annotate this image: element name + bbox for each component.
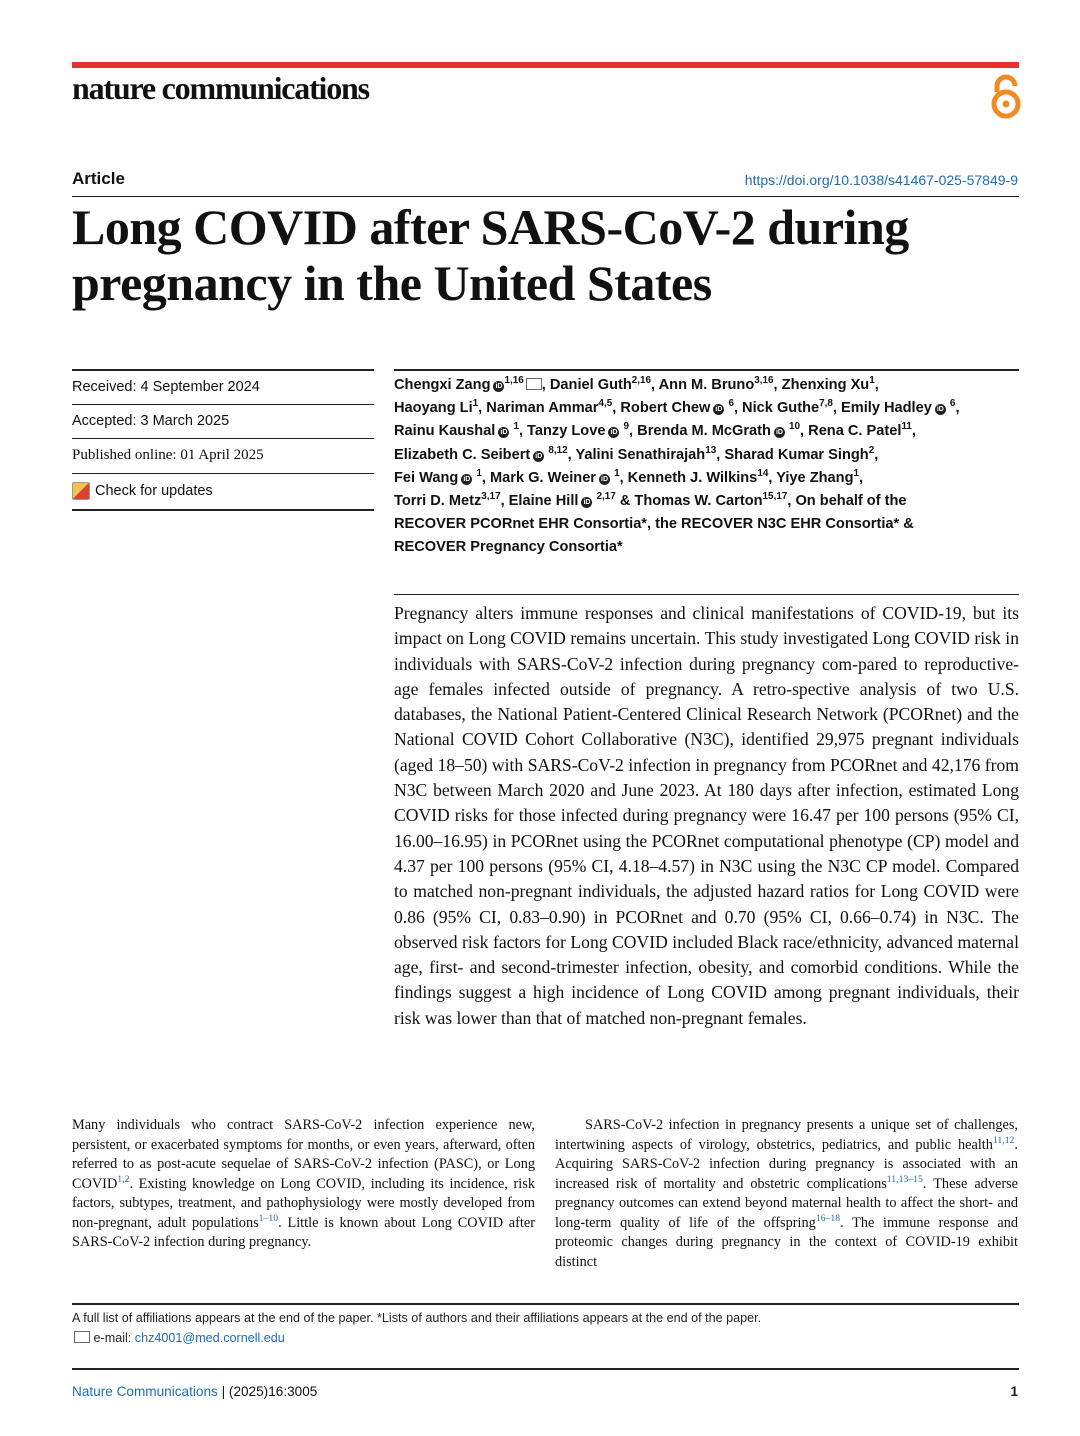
authors-divider — [394, 369, 1019, 371]
author-list: Chengxi Zang iD$^{1,16}$ , Daniel Guth$^{2,16}$, Ann M. Bruno$^{3,16}$, Zhenxing Xu$^1$, Haoyang Li$^1$, Nariman Ammar$^{4,5}$, Robert Chew iD $^6$, Nick Guthe$^{7,8}$, Emily Hadley iD $^6$, Rainu Kaushal iD $^1$, Tanzy Love iD $^9$, Brenda M. McGrath iD $^{10}$, Rena C. Patel$^{11}$, Elizabeth C. Seibert iD $^{8,12}$, Yalini Senathirajah$^{13}$, Sharad Kumar Singh$^2$, Fei Wang iD $^1$, Mark G. Weiner iD $^1$, Kenneth J. Wilkins$^{14}$, Yiye Zhang$^1$, Torri D. Metz$^{3,17}$, Elaine Hill iD $^{2,17}$ & Thomas W. Carton$^{15,17}$, On behalf of the RECOVER PCORnet EHR Consortia*, the RECOVER N3C EHR Consortia* & RECOVER Pregnancy Consortia* — [394, 375, 960, 556]
page-number: 1 — [1010, 1384, 1018, 1399]
corresponding-email — [72, 1331, 285, 1345]
body-text: . Little is known about Long COVID after SARS-CoV-2 infection during pregnancy. — [72, 1214, 535, 1250]
title-line-2: pregnancy in the United States — [72, 255, 712, 311]
orcid-icon[interactable]: iD — [463, 475, 471, 483]
footer-journal-link[interactable]: Nature Communications — [72, 1384, 218, 1399]
orcid-icon[interactable]: iD — [936, 406, 944, 414]
received-date: Received: 4 September 2024 — [72, 371, 374, 405]
orcid-icon[interactable]: iD — [535, 452, 543, 460]
page-footer — [72, 1384, 317, 1399]
published-date: Published online: 01 April 2025 — [72, 439, 374, 474]
article-title — [72, 199, 972, 311]
body-text: . These adverse pregnancy outcomes can extend beyond maternal health to affect the short- and long-term quality of life of the offspring — [555, 1175, 1018, 1231]
email-icon[interactable] — [526, 378, 542, 390]
title-line-1: Long COVID after SARS-CoV-2 during — [72, 199, 909, 255]
orcid-icon[interactable]: iD — [610, 429, 618, 437]
header-divider — [72, 196, 1019, 197]
orcid-icon[interactable]: iD — [715, 406, 723, 414]
orcid-icon[interactable]: iD — [500, 429, 508, 437]
orcid-icon[interactable]: iD — [583, 499, 591, 507]
body-text: SARS-CoV-2 infection in pregnancy presents a unique set of challenges, intertwining aspects of virology, obstetrics, pediatrics, and public health — [555, 1117, 1018, 1153]
orcid-icon[interactable]: iD — [495, 383, 503, 390]
body-text: . The immune response and proteomic changes during pregnancy in the context of COVID-19 exhibit distinct — [555, 1214, 1018, 1270]
check-for-updates-label: Check for updates — [95, 483, 213, 499]
journal-name: nature communications — [72, 70, 369, 106]
abstract-divider — [394, 594, 1019, 595]
reference-link[interactable]: 1,2 — [117, 1173, 130, 1185]
body-column-right — [555, 1116, 1018, 1272]
orcid-icon[interactable]: iD — [775, 429, 783, 437]
check-for-updates-button[interactable] — [72, 474, 374, 511]
body-text: Many individuals who contract SARS-CoV-2 infection experience new, persistent, or exacerbated symptoms for months, or even years, afterward, often referred to as post-acute sequelae of SARS-CoV-2 infection (PASC), or Long COVID — [72, 1117, 535, 1192]
orcid-icon[interactable]: iD — [601, 475, 608, 483]
footnote-divider — [72, 1303, 1019, 1305]
reference-link[interactable]: 16–18 — [815, 1212, 841, 1224]
email-label: e-mail: — [93, 1331, 135, 1345]
page-footer-divider — [72, 1368, 1019, 1370]
reference-link[interactable]: 1–10 — [258, 1212, 279, 1224]
reference-link[interactable]: 11,12 — [992, 1134, 1015, 1146]
header-red-bar — [72, 62, 1019, 68]
article-dates — [72, 369, 374, 511]
doi-link[interactable]: https://doi.org/10.1038/s41467-025-57849-9 — [744, 172, 1018, 188]
check-updates-icon — [72, 482, 90, 500]
email-link[interactable]: chz4001@med.cornell.edu — [134, 1331, 285, 1345]
article-type: Article — [72, 169, 125, 188]
email-icon — [74, 1331, 90, 1343]
abstract: Pregnancy alters immune responses and clinical manifestations of COVID-19, but its impact on Long COVID remains uncertain. This study investigated Long COVID risk in individuals with SARS-CoV-2 infection during pregnancy com-pared to reproductive-age females infected outside of pregnancy. A retro-spective analysis of two U.S. databases, the National Patient-Centered Clinical Research Network (PCORnet) and the National COVID Cohort Collaborative (N3C), identified 29,975 pregnant individuals (aged 18–50) with SARS-CoV-2 infection in pregnancy from PCORnet and 42,176 from N3C between March 2020 and June 2023. At 180 days after infection, estimated Long COVID risks for those infected during pregnancy were 16.47 per 100 persons (95% CI, 16.00–16.95) in PCORnet using the PCORnet computational phenotype (CP) model and 4.37 per 100 persons (95% CI, 4.18–4.57) in N3C using the N3C CP model. Compared to matched non-pregnant individuals, the adjusted hazard ratios for Long COVID were 0.86 (95% CI, 0.83–0.90) in PCORnet and 0.70 (95% CI, 0.66–0.74) in N3C. The observed risk factors for Long COVID included Black race/ethnicity, advanced maternal age, first- and second-trimester infection, obesity, and comorbid conditions. While the findings suggest a high incidence of Long COVID among pregnant individuals, their risk was lower than that of matched non-pregnant females. — [394, 603, 1019, 1028]
accepted-date: Accepted: 3 March 2025 — [72, 405, 374, 439]
footer-citation: | (2025)16:3005 — [217, 1384, 318, 1399]
body-column-left — [72, 1116, 535, 1253]
affiliations-note: A full list of affiliations appears at the end of the paper. *Lists of authors and their affiliations appears at the end of the paper. — [72, 1311, 762, 1325]
reference-link[interactable]: 11,13–15 — [886, 1173, 923, 1185]
body-text: . Acquiring SARS-CoV-2 infection during pregnancy is associated with an increased risk of mortality and obstetric complications — [555, 1136, 1018, 1192]
open-access-icon — [986, 74, 1026, 120]
body-text: . Existing knowledge on Long COVID, including its incidence, risk factors, subtypes, treatment, and pathophysiology were mostly developed from non-pregnant, adult populations — [72, 1175, 535, 1231]
